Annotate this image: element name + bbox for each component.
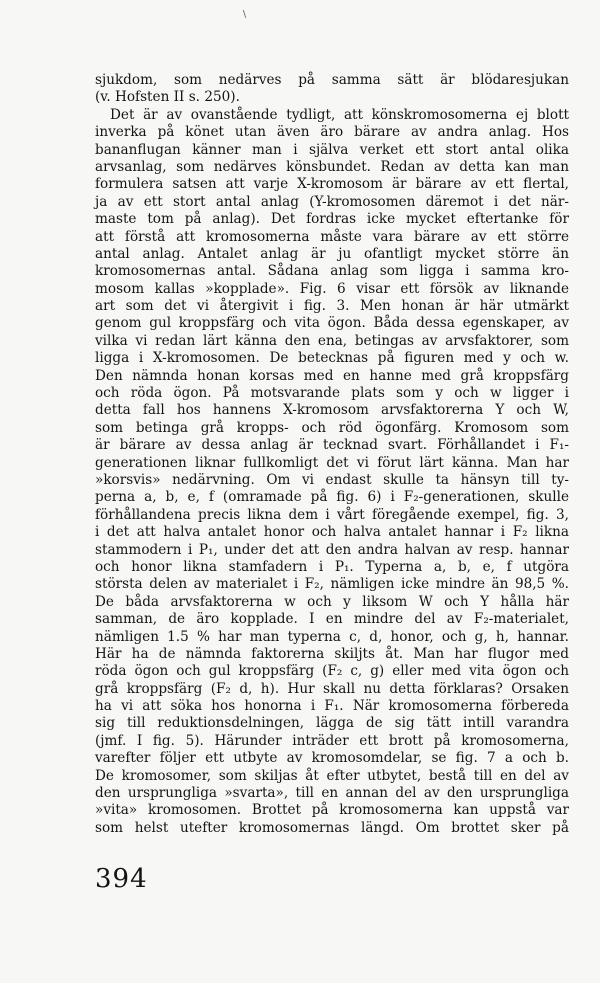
text-line: vilka vi redan lärt känna den ena, betingas av arvsfaktorer, som bbox=[95, 332, 569, 349]
text-line: detta fall hos hannens X-kromosom arvsfaktorerna Y och W, bbox=[95, 402, 569, 419]
text-line: grå kroppsfärg (F₂ d, h). Hur skall nu detta förklaras? Orsaken bbox=[95, 680, 569, 697]
text-line: största delen av materialet i F₂, nämligen icke mindre än 98,5 %. bbox=[95, 576, 569, 593]
text-line: den ursprungliga »svarta», till en annan del av den ursprungliga bbox=[95, 785, 569, 802]
text-line: (v. Hofsten II s. 250). bbox=[95, 89, 240, 106]
text-line: (jmf. I fig. 5). Härunder inträder ett brott på kromosomerna, bbox=[95, 732, 569, 749]
text-line: bananflugan känner man i själva verket ett stort antal olika bbox=[95, 141, 569, 158]
text-line: sig till reduktionsdelningen, lägga de sig tätt intill varandra bbox=[95, 715, 569, 732]
text-line: varefter följer ett utbyte av kromosomdelar, se fig. 7 a och b. bbox=[95, 750, 569, 767]
text-line: kromosomernas antal. Sådana anlag som ligga i samma kro- bbox=[95, 263, 569, 280]
text-line: Den nämnda honan korsas med en hanne med grå kroppsfärg bbox=[95, 367, 569, 384]
text-line: De kromosomer, som skiljas åt efter utbytet, bestå till en del av bbox=[95, 767, 569, 784]
page-number: 394 bbox=[95, 864, 148, 894]
text-line: inverka på könet utan även äro bärare av andra anlag. Hos bbox=[95, 124, 569, 141]
text-line: ha vi att söka hos honorna i F₁. När kromosomerna förbereda bbox=[95, 698, 569, 715]
text-line: ligga i X-kromosomen. De betecknas på figuren med y och w. bbox=[95, 350, 569, 367]
text-line: antal anlag. Antalet anlag är ju ofantligt mycket större än bbox=[95, 245, 569, 262]
text-line: »korsvis» nedärvning. Om vi endast skulle ta hänsyn till ty- bbox=[95, 471, 569, 488]
text-line: De båda arvsfaktorerna w och y liksom W och Y hålla här bbox=[95, 593, 569, 610]
text-line: att förstå att kromosomerna måste vara bärare av ett större bbox=[95, 228, 569, 245]
text-line: ja av ett stort antal anlag (Y-kromosomen däremot i det när- bbox=[95, 193, 569, 210]
text-line: sjukdom, som nedärves på samma sätt är blödaresjukan bbox=[95, 72, 569, 88]
text-line: är bärare av dessa anlag är tecknad svart. Förhållandet i F₁- bbox=[95, 437, 569, 454]
text-line: arvsanlag, som nedärves könsbundet. Redan av detta kan man bbox=[95, 158, 569, 175]
text-line: röda ögon och gul kroppsfärg (F₂ c, g) eller med vita ögon och bbox=[95, 663, 569, 680]
text-line: »vita» kromosomen. Brottet på kromosomerna kan uppstå var bbox=[95, 802, 569, 819]
text-line: perna a, b, e, f (omramade på fig. 6) i F₂-generationen, skulle bbox=[95, 489, 569, 506]
text-line: art som det vi återgivit i fig. 3. Men honan är här utmärkt bbox=[95, 298, 569, 315]
text-line: mosom kallas »kopplade». Fig. 6 visar ett försök av liknande bbox=[95, 280, 569, 297]
text-line: stammodern i P₁, under det att den andra halvan av resp. hannar bbox=[95, 541, 569, 558]
text-line: som betinga grå kropps- och röd ögonfärg. Kromosom som bbox=[95, 419, 569, 436]
text-line: förhållandena precis likna dem i vårt föregående exempel, fig. 3, bbox=[95, 506, 569, 523]
text-line: maste tom på anlag). Det fordras icke mycket eftertanke för bbox=[95, 211, 569, 228]
text-line: och honor likna stamfadern i P₁. Typerna a, b, e, f utgöra bbox=[95, 558, 569, 575]
text-line: och röda ögon. På motsvarande plats som y och w ligger i bbox=[95, 385, 569, 402]
text-line: genom gul kroppsfärg och vita ögon. Båda dessa egenskaper, av bbox=[95, 315, 569, 332]
text-line: i det att halva antalet honor och halva antalet hannar i F₂ likna bbox=[95, 524, 569, 541]
text-line: generationen liknar fullkomligt det vi förut lärt känna. Man har bbox=[95, 454, 569, 471]
body-text bbox=[95, 72, 569, 837]
text-line: som helst utefter kromosomernas längd. Om brottet sker på bbox=[95, 819, 569, 836]
text-line: Det är av ovanstående tydligt, att könskromosomerna ej blott bbox=[110, 106, 569, 123]
text-line: Här ha de nämnda faktorerna skiljts åt. Man har flugor med bbox=[95, 645, 569, 662]
text-line: nämligen 1.5 % har man typerna c, d, honor, och g, h, hannar. bbox=[95, 628, 569, 645]
text-line: formulera satsen att varje X-kromosom är bärare av ett flertal, bbox=[95, 176, 569, 193]
top-mark: \ bbox=[243, 10, 247, 20]
text-line: samman, de äro kopplade. I en mindre del av F₂-materialet, bbox=[95, 611, 569, 628]
